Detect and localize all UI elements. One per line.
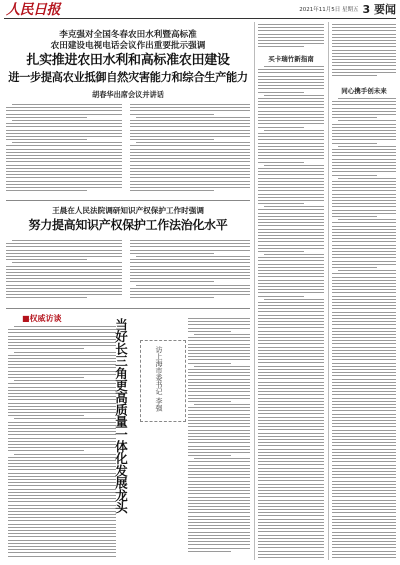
feature-body-col-1 bbox=[8, 326, 116, 558]
header-rule bbox=[4, 18, 396, 19]
right-col-1-title: 买卡瑞竹新指南 bbox=[268, 55, 314, 63]
section-label: 3 要闻 bbox=[362, 3, 396, 16]
feature-body-col-2 bbox=[188, 318, 250, 558]
lead-subline: 胡春华出席会议并讲话 bbox=[92, 90, 164, 99]
lead-body-col-2 bbox=[130, 104, 250, 196]
right-col-2-body bbox=[332, 98, 396, 558]
feature-deck: 访上海市委书记 李强 bbox=[155, 346, 163, 412]
second-body-col-1 bbox=[6, 240, 122, 302]
second-kicker: 王晨在人民法院调研知识产权保护工作时强调 bbox=[52, 206, 204, 215]
right-col-2-top bbox=[332, 24, 396, 82]
lead-kicker-2: 农田建设电视电话会议作出重要批示强调 bbox=[50, 41, 206, 51]
column-separator-2 bbox=[328, 22, 329, 560]
right-col-2-title: 同心携手创未来 bbox=[341, 87, 387, 95]
lead-divider bbox=[6, 200, 250, 201]
lead-body-col-1 bbox=[6, 104, 122, 196]
issue-date: 2021年11月5日 星期五 bbox=[299, 7, 359, 13]
second-body-col-2 bbox=[130, 240, 250, 302]
feature-title: 当好长三角更高质量一体化发展龙头 bbox=[113, 318, 129, 514]
lead-headline-2: 进一步提高农业抵御自然灾害能力和综合生产能力 bbox=[8, 71, 248, 84]
lead-kicker-1: 李克强对全国冬春农田水利暨高标准 bbox=[59, 30, 197, 40]
right-col-1-body bbox=[258, 66, 324, 558]
feature-tag: ■权威访谈 bbox=[22, 314, 62, 323]
second-headline: 努力提高知识产权保护工作法治化水平 bbox=[28, 218, 228, 232]
second-divider bbox=[6, 308, 250, 309]
lead-headline-1: 扎实推进农田水利和高标准农田建设 bbox=[26, 53, 230, 68]
right-col-1-top bbox=[258, 24, 324, 52]
masthead-logo bbox=[6, 2, 66, 18]
header-meta bbox=[299, 2, 396, 16]
newspaper-logo: 人民日报 bbox=[6, 2, 60, 18]
column-separator-1 bbox=[254, 22, 255, 560]
